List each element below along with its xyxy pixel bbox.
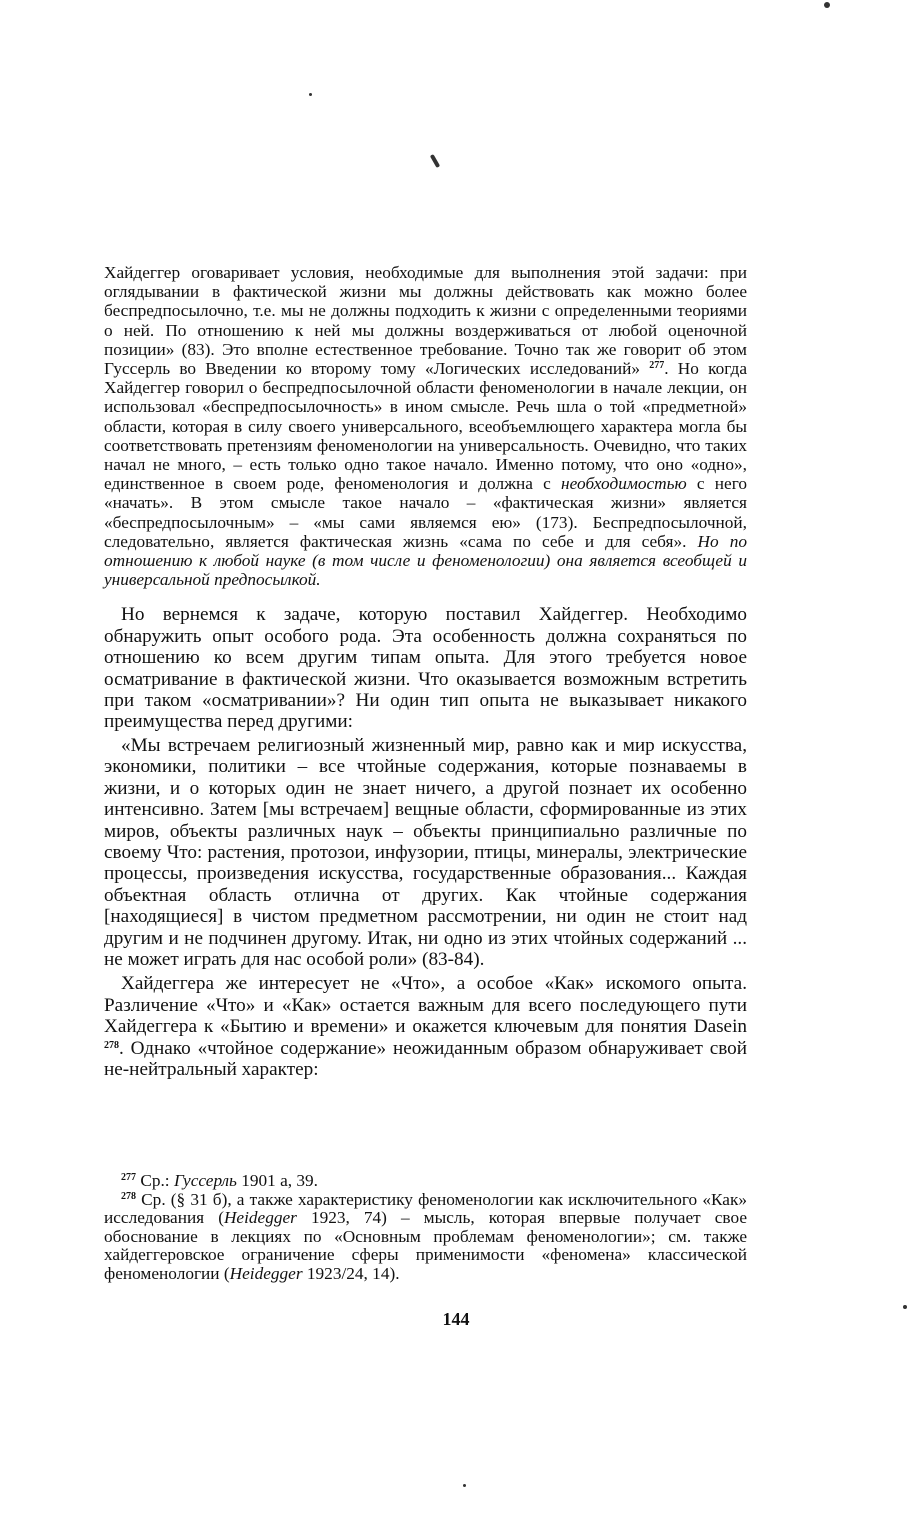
paragraph-1-text-c: с него «начать». В этом смысле такое начало – «фактическая жизни» является «беспредпосылочным» – «мы сами являемся ею» (173). Беспредпосылочной, следовательно, является фактическая жизнь «сама по себе и для себя». (104, 474, 747, 551)
paragraph-3 (104, 973, 747, 1080)
footnote-number: 278 (121, 1190, 136, 1202)
footnote-text: 1923/24, 14). (302, 1263, 400, 1283)
footnote-text: 1901 а, 39. (236, 1171, 318, 1190)
footnote-ref-278: 278 (104, 1039, 119, 1051)
footnote-text: 1923, 74) – мысль, которая впервые получает свое обоснование в лекциях по «Основным проблемам феноменологии»; см. также хайдеггеровское ограничение сферы применимости «феномена» классической феноменологии ( (104, 1208, 747, 1283)
footnote-author: Гуссерль (173, 1171, 237, 1190)
footnote-text: Ср.: (136, 1171, 174, 1190)
footnote-author: Heidegger (223, 1208, 297, 1228)
paragraph-1 (104, 263, 747, 589)
scan-speck (824, 2, 830, 8)
footnote-278 (104, 1191, 747, 1284)
page-number: 144 (442, 1309, 470, 1329)
paragraph-1-text-b: . Но когда Хайдеггер говорил о беспредпосылочной области феноменологии в начале лекции, он использовал «беспредпосылочность» в ином смысле. Речь шла о той «предметной» области, которая в силу своего универсального, всеобъемлющего характера могла бы соответствовать претензиям феноменологии на универсальность. Очевидно, что таких начал не много, – есть только одно такое начало. Именно потому, что оно «одно», единственное в своем роде, феноменология и должна с (104, 359, 747, 494)
scan-speck (463, 1484, 466, 1487)
block-quote: «Мы встречаем религиозный жизненный мир, равно как и мир искусства, экономики, политики – все чтойные содержания, которые познаваемы в жизни, и о которых один не знает ничего, а другой познает их особенно интенсивно. Затем [мы встречаем] вещные области, сформированные из этих миров, объекты различных наук – объекты принципиально различные по своему Что: растения, протозои, инфузории, птицы, минералы, электрические процессы, произведения искусства, государственные образования... Каждая объектная область отлична от других. Как чтойные содержания [находящиеся] в чистом предметном рассмотрении, ни один не стоит над другим и не подчинен другому. Итак, ни одно из этих чтойных содержаний ... не может играть для нас особой роли» (83-84). (104, 734, 747, 970)
paragraph-1-italic-conclusion: Но по отношению к любой науке (в том числе и феноменологии) она является всеобщей и универсальной предпосылкой. (104, 531, 747, 590)
paragraph-1-emphasis: необходимостью (561, 474, 687, 494)
main-text (104, 263, 747, 1080)
footnote-277 (104, 1172, 747, 1191)
paragraph-3-text-a: Хайдеггера же интересует не «Что», а особое «Как» искомого опыта. Различение «Что» и «Как» остается важным для всего последующего пути Хайдеггера к «Бытию и времени» и окажется ключевым для понятия Dasein (104, 973, 747, 1038)
scan-speck (309, 93, 312, 96)
scan-speck (430, 154, 440, 168)
footnote-text: Ср. (§ 31 б), а также характеристику феноменологии как исключительного «Как» исследования ( (104, 1189, 747, 1228)
paragraph-1-text-a: Хайдеггер оговаривает условия, необходимые для выполнения этой задачи: при оглядывании в фактической жизни мы должны действовать как можно более беспредпосылочно, т.е. мы не должны подходить к жизни с определенными теориями о ней. По отношению к ней мы должны воздерживаться от любой оценочной позиции» (83). Это вполне естественное требование. Точно так же говорит об этом Гуссерль во Введении ко второму тому «Логических исследований» (104, 263, 747, 379)
footnote-author: Heidegger (229, 1263, 303, 1283)
footnotes (104, 1172, 747, 1284)
footnote-ref-277: 277 (649, 360, 665, 372)
footnote-number: 277 (121, 1172, 136, 1183)
paragraph-2: Но вернемся к задаче, которую поставил Хайдеггер. Необходимо обнаружить опыт особого рода. Эта особенность должна сохраняться по отношению ко всем другим типам опыта. Для этого требуется новое осматривание в фактической жизни. Что оказывается возможным встретить при таком «осматривании»? Ни один тип опыта не выказывает никакого преимущества перед другими: (104, 604, 747, 733)
paragraph-3-text-b: . Однако «чтойное содержание» неожиданным образом обнаруживает свой не-нейтральный характер: (104, 1037, 747, 1080)
